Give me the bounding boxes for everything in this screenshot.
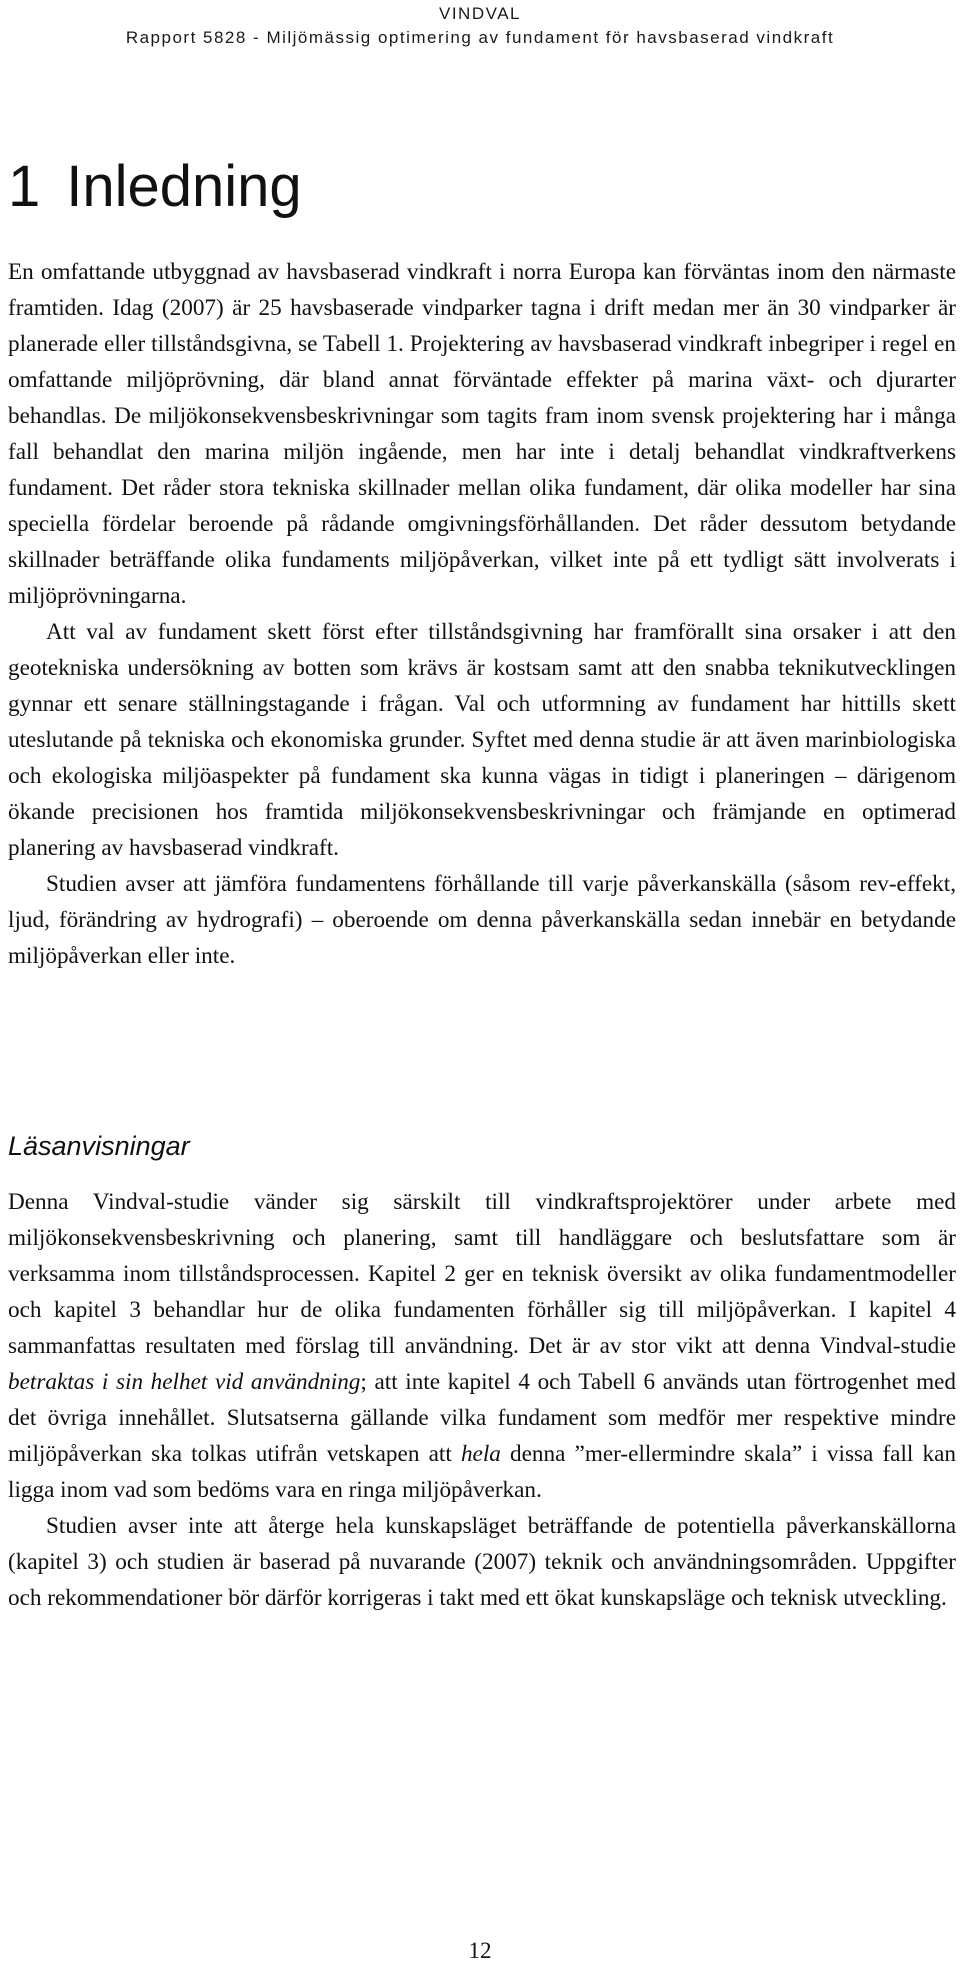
chapter-heading <box>8 152 302 222</box>
intro-paragraph-3: Studien avser att jämföra fundamentens förhållande till varje påverkanskälla (såsom rev-effekt, ljud, förändring av hydrografi) – oberoende om denna påverkanskälla sedan innebär en betydande miljöpåverkan eller inte. <box>8 871 956 969</box>
intro-section <box>8 254 956 974</box>
reading-guide-heading: Läsanvisningar <box>8 1131 190 1161</box>
reading-guide-paragraph-2: Studien avser inte att återge hela kunskapsläget beträffande de potentiella påverkanskällorna (kapitel 3) och studien är baserad på nuvarande (2007) teknik och användningsområden. Uppgifter och rekommendationer bör därför korrigeras i takt med ett ökat kunskapsläge och teknisk utveckling. <box>8 1513 956 1611</box>
reading-guide-emphasis-2: hela <box>460 1441 501 1467</box>
reading-guide-text-2: ; att inte kapitel 4 och Tabell 6 används utan förtrogenhet med det övriga innehållet. Slutsatserna gällande vilka fundament som medför mer respektive mindre miljöpåverkan ska tolkas utifrån vetskapen att <box>8 1369 957 1467</box>
intro-paragraph-2: Att val av fundament skett först efter tillståndsgivning har framförallt sina orsaker i att den geotekniska undersökning av botten som krävs är kostsam samt att den snabba teknikutvecklingen gynnar ett senare ställningstagande i frågan. Val och utformning av fundament har hittills skett uteslutande på tekniska och ekonomiska grunder. Syftet med denna studie är att även marinbiologiska och ekologiska miljöaspekter på fundament ska kunna vägas in tidigt i planeringen – därigenom ökande precisionen hos framtida miljökonsekvensbeskrivningar och främjande en optimerad planering av havsbaserad vindkraft. <box>8 619 956 861</box>
header-brand: VINDVAL <box>439 4 521 23</box>
chapter-number: 1 <box>8 154 41 219</box>
reading-guide-text-3: denna ”mer-ellermindre skala” i vissa fall kan ligga inom vad som bedöms vara en ringa miljöpåverkan. <box>8 1441 956 1503</box>
running-header <box>0 0 960 50</box>
chapter-title: Inledning <box>66 154 302 219</box>
reading-guide-paragraph-1 <box>8 1184 956 1508</box>
reading-guide-text-1: Denna Vindval-studie vänder sig särskilt till vindkraftsprojektörer under arbete med miljökonsekvensbeskrivning och planering, samt till handläggare och beslutsfattare som är verksamma inom tillståndsprocessen. Kapitel 2 ger en teknisk översikt av olika fundamentmodeller och kapitel 3 behandlar hur de olika fundamenten förhåller sig till miljöpåverkan. I kapitel 4 sammanfattas resultaten med förslag till användning. Det är av stor vikt att denna Vindval-studie <box>8 1189 956 1359</box>
reading-guide-section <box>8 1184 956 1616</box>
page-number: 12 <box>468 1938 492 1963</box>
header-report-title: Rapport 5828 - Miljömässig optimering av fundament för havsbaserad vindkraft <box>125 28 835 47</box>
intro-paragraph-1: En omfattande utbyggnad av havsbaserad vindkraft i norra Europa kan förväntas inom den närmaste framtiden. Idag (2007) är 25 havsbaserade vindparker tagna i drift medan mer än 30 vindparker är planerade eller tillståndsgivna, se Tabell 1. Projektering av havsbaserad vindkraft inbegriper i regel en omfattande miljöprövning, där bland annat förväntade effekter på marina växt- och djurarter behandlas. De miljökonsekvensbeskrivningar som tagits fram inom svensk projektering har i många fall behandlat den marina miljön ingående, men har inte i detalj behandlat vindkraftverkens fundament. Det råder stora tekniska skillnader mellan olika fundament, där olika modeller har sina speciella fördelar beroende på rådande omgivningsförhållanden. Det råder dessutom betydande skillnader beträffande olika fundaments miljöpåverkan, vilket inte på ett tydligt sätt involverats i miljöprövningarna. <box>8 259 956 609</box>
reading-guide-emphasis-1: betraktas i sin helhet vid användning <box>8 1369 361 1395</box>
